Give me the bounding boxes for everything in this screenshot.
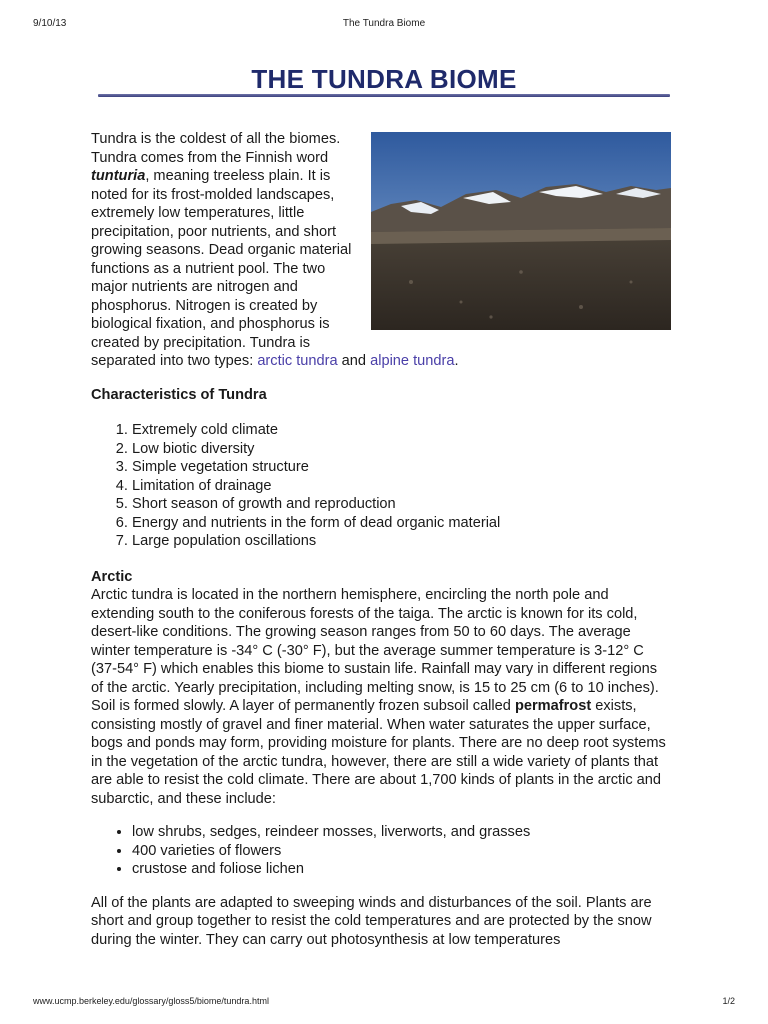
print-date: 9/10/13 [33,18,67,29]
arctic-text-2: exists, consisting mostly of gravel and finer material. When water saturates the upper surface, bogs and ponds may form, providing moisture for plants. There are no deep root systems in the vegetation of the arctic tundra, however, there are still a wide variety of plants that are able to resist the cold climate. There are about 1,700 kinds of plants in the arctic and subarctic, and these include: [91,698,666,807]
intro-text-2: , meaning treeless plain. It is noted for its frost-molded landscapes, extremely low temperatures, little precipitation, poor nutrients, and short growing seasons. Dead organic material functions as a nutrient pool. The two major nutrients are nitrogen and phosphorus. Nitrogen is created by biological fixation, and phosphorus is created by precipitation. Tundra is separated into two types: [91,168,352,369]
term-permafrost: permafrost [514,698,592,714]
list-item: • low shrubs, sedges, reindeer mosses, liverworts, and grasses [132,823,671,842]
arctic-plants-list [91,823,671,879]
intro-text-1: Tundra is the coldest of all the biomes. Tundra comes from the Finnish word [91,131,341,166]
footer-url: www.ucmp.berkeley.edu/glossary/gloss5/biome/tundra.html [33,996,269,1006]
article-body [91,130,671,949]
title-underline [98,94,670,97]
term-tunturia: tunturia [91,168,146,184]
arctic-heading: Arctic [91,568,133,585]
list-item: 6. Energy and nutrients in the form of dead organic material [132,514,671,533]
list-item: • 400 varieties of flowers [132,842,671,861]
list-item: 1. Extremely cold climate [132,421,671,440]
list-item: 4. Limitation of drainage [132,477,671,496]
list-item: 2. Low biotic diversity [132,440,671,459]
intro-text-3: and [337,353,371,369]
arctic-adaptation-paragraph: All of the plants are adapted to sweeping winds and disturbances of the soil. Plants are short and group together to resist the cold temperatures and are protected by the snow during the winter. They can carry out photosynthesis at low temperatures [91,894,652,948]
arctic-text-1: Arctic tundra is located in the northern hemisphere, encircling the north pole and extending south to the coniferous forests of the taiga. The arctic is known for its cold, desert-like conditions. The growing season ranges from 50 to 60 days. The average winter temperature is -34° C (-30° F), but the average summer temperature is 3-12° C (37-54° F) which enables this biome to sustain life. Rainfall may vary in different regions of the arctic. Yearly precipitation, including melting snow, is 15 to 25 cm (6 to 10 inches). Soil is formed slowly. A layer of permanently frozen subsoil called [91,587,659,714]
list-item: 5. Short season of growth and reproduction [132,495,671,514]
page-title: THE TUNDRA BIOME [251,64,517,94]
list-item: 7. Large population oscillations [132,532,671,551]
arctic-paragraph [91,586,671,808]
arctic-tundra-link[interactable]: arctic tundra [257,353,338,369]
print-page-title: The Tundra Biome [342,18,426,29]
characteristics-heading: Characteristics of Tundra [91,386,267,403]
list-item: 3. Simple vegetation structure [132,458,671,477]
footer-page-number: 1/2 [722,996,735,1006]
list-item: • crustose and foliose lichen [132,860,671,879]
characteristics-list [91,421,671,551]
tundra-landscape-image [371,132,671,330]
intro-text-4: . [454,353,459,369]
alpine-tundra-link[interactable]: alpine tundra [370,353,455,369]
